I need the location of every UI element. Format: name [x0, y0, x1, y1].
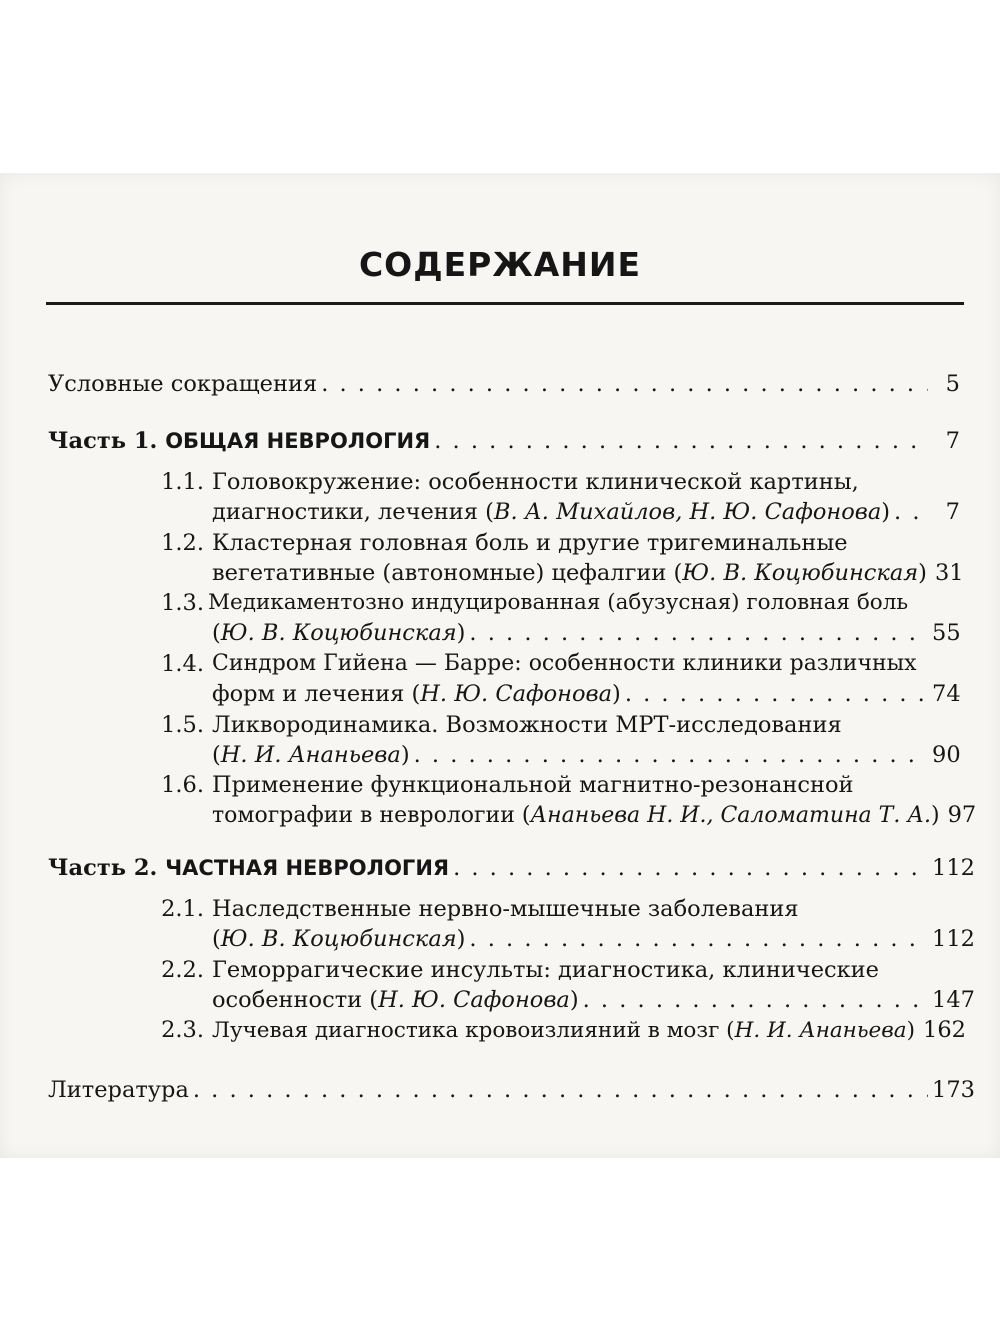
entry-text: Синдром Гийена — Барре: особенности клиники различных [212, 651, 917, 676]
entry-authors: В. А. Михайлов, Н. Ю. Сафонова [493, 499, 882, 525]
entry-text: Медикаментозно индуцированная (абузусная) головная боль [208, 590, 909, 615]
entry-authors: Н. Ю. Сафонова [420, 681, 613, 707]
entry-text: ( [212, 742, 221, 768]
page-number: 7 [945, 499, 960, 525]
entry-text: ) [930, 803, 940, 828]
page-number: 112 [932, 926, 975, 952]
toc-entry-2-1-line2[interactable] [212, 924, 975, 954]
section-number: 1.5. [161, 712, 204, 738]
entry-text: ( [212, 620, 221, 646]
part-label: Часть 1. [48, 428, 158, 454]
entry-text: вегетативные (автономные) цефалгии ( [212, 560, 683, 586]
toc-entry-1-5-line2[interactable] [212, 740, 960, 770]
entry-text: ) [400, 742, 410, 768]
entry-text: Лучевая диагностика кровоизлияний в мозг ( [212, 1018, 735, 1043]
section-number: 1.6. [161, 772, 204, 798]
toc-entry-1-6-line1[interactable] [212, 770, 854, 800]
entry-text: Наследственные нервно-мышечные заболевания [212, 896, 799, 922]
page-number: 173 [932, 1077, 975, 1103]
page-number: 5 [945, 371, 960, 397]
toc-entry-1-4-line2[interactable] [212, 679, 960, 709]
entry-text: особенности ( [212, 987, 379, 1013]
entry-text: ) [612, 681, 621, 707]
entry-text: Условные сокращения [48, 371, 318, 397]
toc-entry-2-3[interactable] [212, 1015, 966, 1045]
leader-dots [625, 679, 928, 709]
section-number: 2.1. [161, 896, 204, 922]
entry-text: диагностики, лечения ( [212, 499, 494, 525]
entry-text: Применение функциональной магнитно-резонансной [212, 772, 854, 798]
entry-text: ) [456, 620, 466, 646]
page-number: 55 [932, 620, 961, 646]
entry-text: томографии в неврологии ( [212, 803, 531, 828]
title-rule [46, 302, 964, 305]
entry-authors: Ю. В. Коцюбинская [220, 620, 457, 646]
entry-text: форм и лечения ( [212, 681, 421, 707]
entry-text: Ликвородинамика. Возможности МРТ-исследования [212, 712, 842, 738]
toc-entry-part-1[interactable] [48, 426, 960, 456]
entry-text: Кластерная головная боль и другие тригеминальные [212, 530, 848, 556]
entry-text: Головокружение: особенности клинической картины, [212, 469, 859, 495]
entry-text: ) [906, 1018, 915, 1043]
section-number: 1.3. [161, 590, 204, 616]
page-number: 31 [934, 560, 964, 586]
part-name: ОБЩАЯ НЕВРОЛОГИЯ [165, 429, 431, 453]
toc-entry-part-2[interactable] [48, 853, 975, 883]
page-title: СОДЕРЖАНИЕ [358, 245, 642, 284]
toc-entry-1-6-line2[interactable] [212, 800, 977, 830]
part-label: Часть 2. [48, 855, 158, 881]
page-number: 7 [945, 428, 960, 454]
section-number: 1.2. [161, 530, 204, 556]
page-number: 97 [947, 802, 977, 828]
toc-entry-1-2-line2[interactable] [212, 558, 964, 588]
leader-dots [414, 740, 928, 770]
page-number: 162 [923, 1017, 966, 1043]
entry-text: Геморрагические инсульты: диагностика, клинические [212, 957, 879, 983]
toc-entry-2-2-line1[interactable] [212, 955, 879, 985]
page-number: 74 [932, 681, 961, 707]
leader-dots [193, 1075, 928, 1105]
entry-authors: Н. И. Ананьева [734, 1018, 907, 1043]
entry-text: ) [456, 926, 466, 952]
toc-entry-1-3-line2[interactable] [212, 618, 960, 648]
entry-text: ) [881, 499, 891, 525]
toc-entry-literature[interactable] [48, 1075, 975, 1105]
toc-entry-abbreviations[interactable] [48, 369, 960, 399]
leader-dots [469, 618, 928, 648]
leader-dots [453, 853, 928, 883]
leader-dots [469, 924, 928, 954]
leader-dots [894, 497, 928, 527]
toc-entry-1-4-line1[interactable] [212, 649, 917, 679]
entry-authors: Н. Ю. Сафонова [378, 987, 570, 1013]
toc-entry-2-2-line2[interactable] [212, 985, 975, 1015]
entry-text: ) [569, 987, 579, 1013]
part-name: ЧАСТНАЯ НЕВРОЛОГИЯ [165, 856, 450, 880]
entry-text: ( [212, 926, 221, 952]
entry-text: ) [918, 560, 927, 586]
section-number: 1.1. [161, 469, 204, 495]
page-number: 90 [932, 742, 961, 768]
toc-entry-1-3-line1[interactable] [208, 588, 908, 618]
toc-entry-1-2-line1[interactable] [212, 528, 848, 558]
leader-dots [434, 426, 928, 456]
toc-entry-1-5-line1[interactable] [212, 710, 842, 740]
toc-entry-2-1-line1[interactable] [212, 894, 799, 924]
entry-authors: Ю. В. Коцюбинская [682, 560, 919, 586]
toc-entry-1-1-line1[interactable] [212, 467, 859, 497]
toc-entry-1-1-line2[interactable] [212, 497, 960, 527]
entry-text: Литература [48, 1077, 189, 1103]
section-number: 1.4. [161, 651, 204, 677]
section-number: 2.3. [161, 1017, 204, 1043]
entry-authors: Ю. В. Коцюбинская [220, 926, 457, 952]
page-number: 112 [932, 855, 975, 881]
entry-authors: Н. И. Ананьева [220, 742, 401, 768]
section-number: 2.2. [161, 957, 204, 983]
entry-authors: Ананьева Н. И., Саломатина Т. А. [530, 803, 931, 828]
leader-dots [583, 985, 928, 1015]
page-number: 147 [932, 987, 975, 1013]
leader-dots [321, 369, 928, 399]
